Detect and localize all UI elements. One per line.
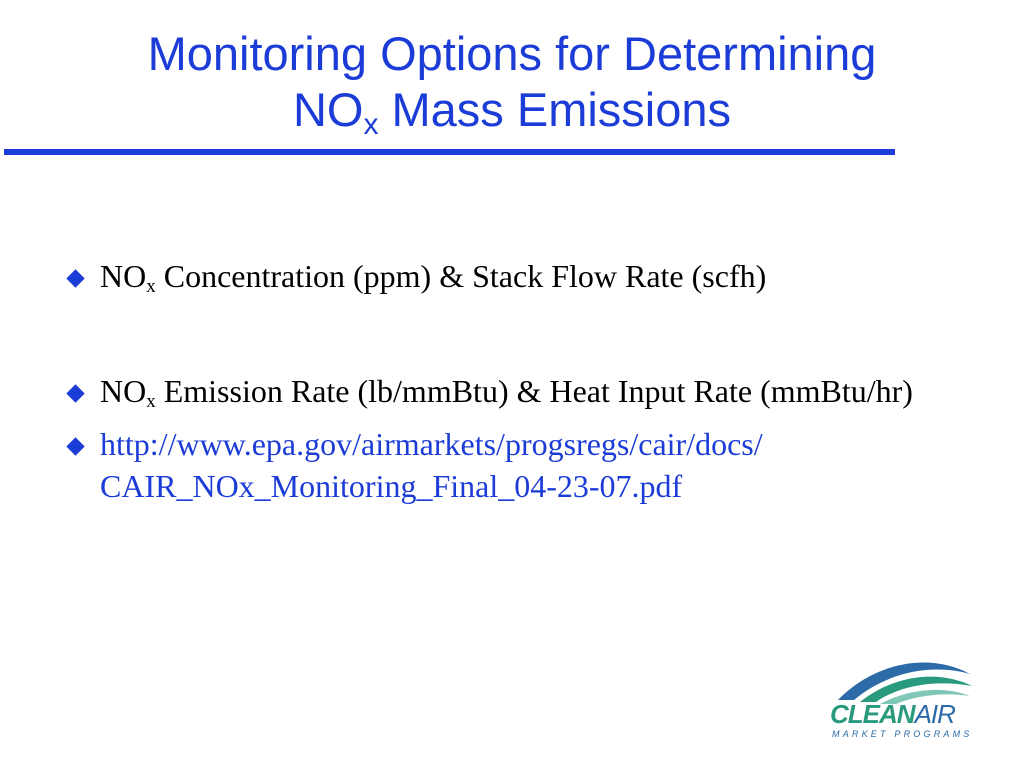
bullet-item-link <box>64 423 964 507</box>
diamond-bullet-icon <box>66 384 84 402</box>
bullet-nox-prefix: NO <box>100 258 147 294</box>
link-line-2: CAIR_NOx_Monitoring_Final_04-23-07.pdf <box>100 468 683 504</box>
title-line-2-suffix: Mass Emissions <box>378 83 732 136</box>
bullet-nox-prefix: NO <box>100 373 147 409</box>
logo-wordmark <box>830 699 955 730</box>
bullet-item <box>64 255 964 297</box>
wave-swoosh-icon <box>820 652 990 704</box>
slide-title <box>0 26 1024 141</box>
clean-air-markets-logo <box>820 652 990 744</box>
title-line-2 <box>0 82 1024 141</box>
bullet-text: Emission Rate (lb/mmBtu) & Heat Input Rate (mmBtu/hr) <box>155 373 913 409</box>
logo-word-air: AIR <box>914 699 955 729</box>
title-nox-subscript: x <box>363 108 379 141</box>
title-divider <box>4 149 895 155</box>
title-line-1: Monitoring Options for Determining <box>147 27 877 80</box>
title-nox-prefix: NO <box>292 83 364 136</box>
bullet-text: Concentration (ppm) & Stack Flow Rate (scfh) <box>155 258 767 294</box>
diamond-bullet-icon <box>66 269 84 287</box>
logo-subtitle: MARKET PROGRAMS <box>832 729 973 739</box>
bullet-nox-subscript: x <box>146 391 156 412</box>
bullet-nox-subscript: x <box>146 276 156 297</box>
bullet-item <box>64 370 964 412</box>
epa-document-link[interactable] <box>100 426 763 504</box>
bullet-list <box>64 255 964 507</box>
logo-word-clean: CLEAN <box>830 699 915 729</box>
diamond-bullet-icon <box>66 437 84 455</box>
link-line-1: http://www.epa.gov/airmarkets/progsregs/cair/docs/ <box>100 426 763 462</box>
